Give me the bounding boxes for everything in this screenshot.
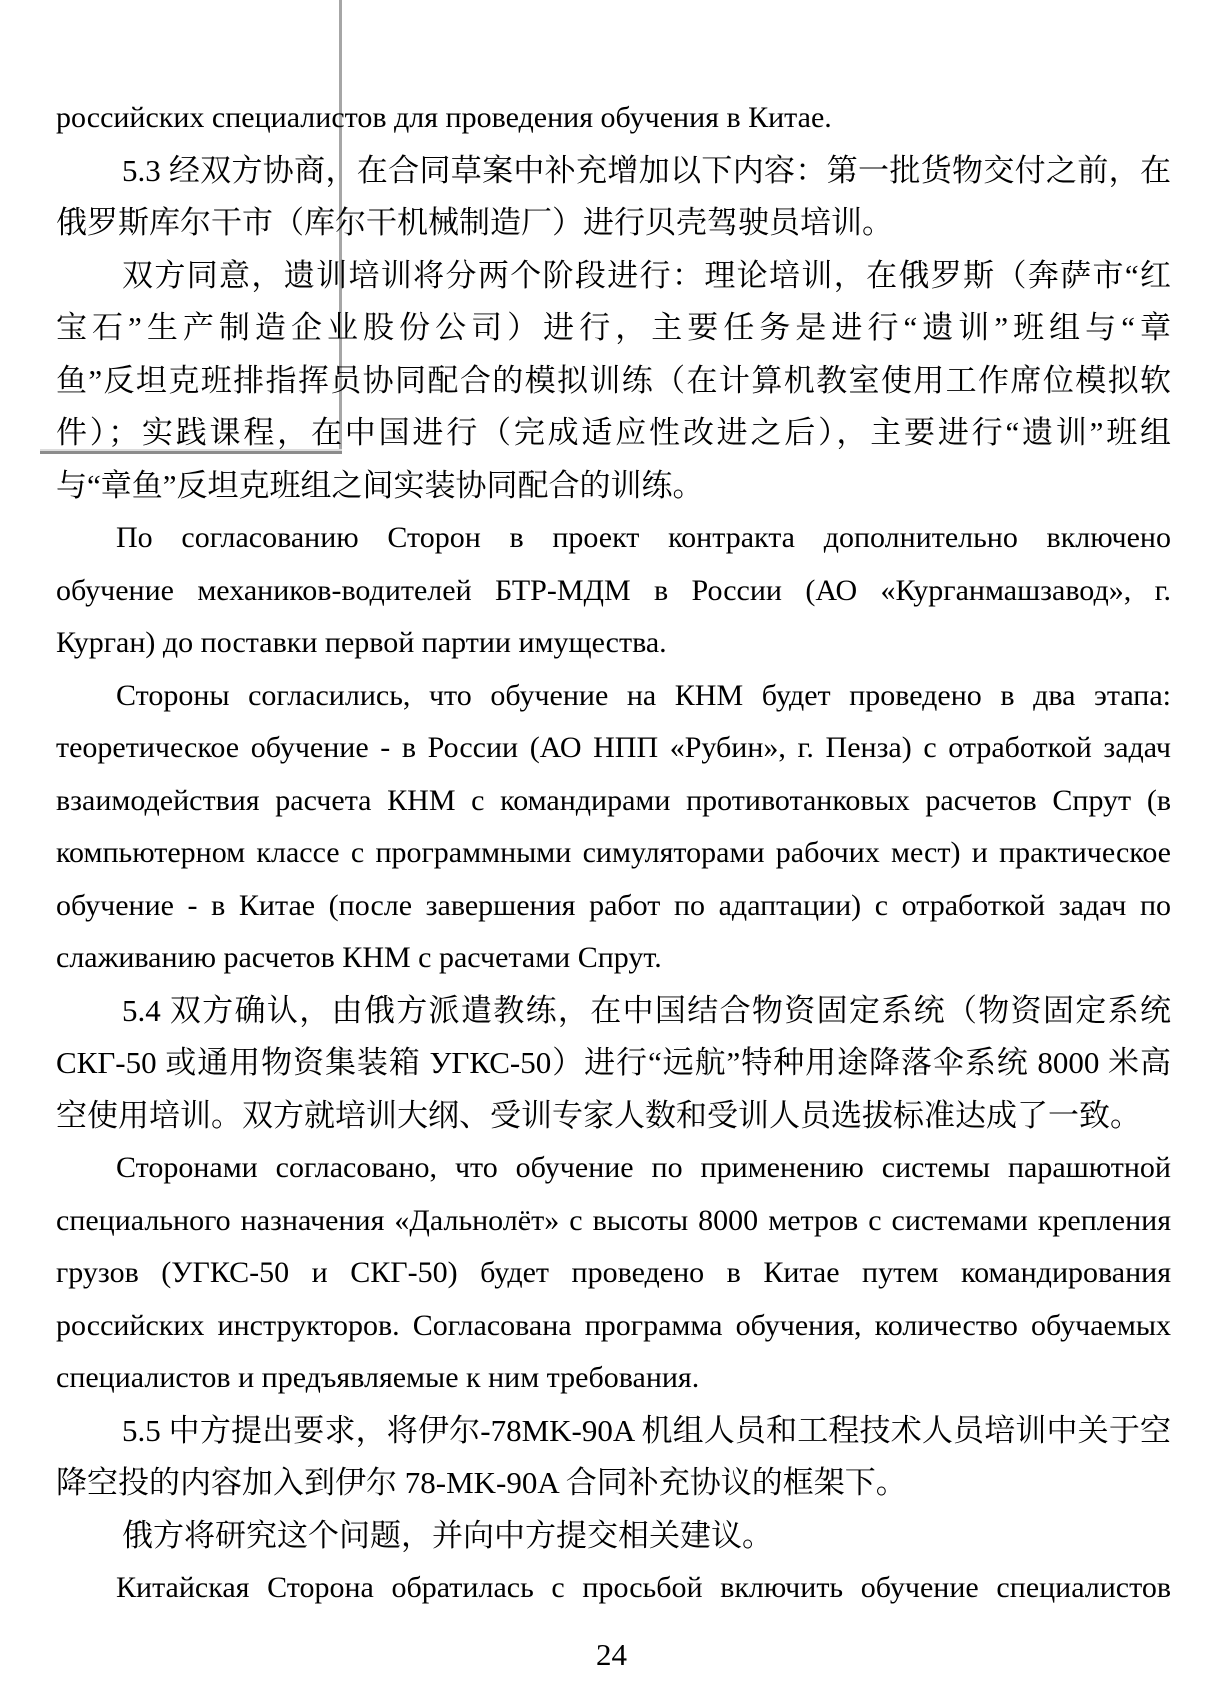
text-line: российских инструкторов. Согласована программа обучения, количество обучаемых bbox=[56, 1308, 1171, 1342]
text-line: Сторонами согласовано, что обучение по применению системы парашютной bbox=[116, 1151, 1171, 1184]
text-line: 鱼”反坦克班排指挥员协同配合的模拟训练（在计算机教室使用工作席位模拟软 bbox=[56, 362, 1171, 398]
text-line: 5.3 经双方协商，在合同草案中补充增加以下内容：第一批货物交付之前，在 bbox=[122, 152, 1171, 188]
text-line: Китайская Сторона обратилась с просьбой включить обучение специалистов bbox=[116, 1571, 1171, 1604]
text-line: специального назначения «Дальнолёт» с высоты 8000 метров с системами крепления bbox=[56, 1203, 1171, 1237]
text-line: 件）；实践课程，在中国进行（完成适应性改进之后），主要进行“遗训”班组 bbox=[56, 415, 1171, 450]
text-line: 空使用培训。双方就培训大纲、受训专家人数和受训人员选拔标准达成了一致。 bbox=[56, 1097, 1141, 1133]
text-line: слаживанию расчетов КНМ с расчетами Спрут. bbox=[56, 941, 662, 974]
text-line: специалистов и предъявляемые к ним требования. bbox=[56, 1361, 700, 1394]
text-line: Стороны согласились, что обучение на КНМ будет проведено в два этапа: bbox=[116, 678, 1171, 712]
text-line: 与“章鱼”反坦克班组之间实装协同配合的训练。 bbox=[56, 467, 704, 503]
text-line: 5.5 中方提出要求，将伊尔-78MK-90A 机组人员和工程技术人员培训中关于空 bbox=[122, 1412, 1171, 1448]
text-line: обучение механиков-водителей БТР-МДМ в России (АО «Курганмашзавод», г. bbox=[56, 573, 1171, 607]
text-line: 宝石”生产制造企业股份公司）进行，主要任务是进行“遗训”班组与“章 bbox=[56, 310, 1171, 345]
text-line: компьютерном классе с программными симуляторами рабочих мест) и практическое bbox=[56, 836, 1171, 869]
text-line: 俄方将研究这个问题，并向中方提交相关建议。 bbox=[122, 1517, 773, 1553]
text-line: обучение - в Китае (после завершения работ по адаптации) с отработкой задач по bbox=[56, 888, 1171, 922]
page-number: 24 bbox=[596, 1637, 627, 1672]
text-line: теоретическое обучение - в России (АО НПП «Рубин», г. Пенза) с отработкой задач bbox=[56, 731, 1171, 764]
text-line: СКГ-50 或通用物资集装箱 УГКС-50）进行“远航”特种用途降落伞系统 8000 米高 bbox=[56, 1045, 1171, 1080]
text-line: Курган) до поставки первой партии имущества. bbox=[56, 626, 667, 659]
document-body bbox=[56, 92, 1171, 1615]
text-line: грузов (УГКС-50 и СКГ-50) будет проведено в Китае путем командирования bbox=[56, 1256, 1171, 1289]
text-line: По согласованию Сторон в проект контракта дополнительно включено bbox=[116, 521, 1171, 554]
text-line: 5.4 双方确认，由俄方派遣教练，在中国结合物资固定系统（物资固定系统 bbox=[122, 992, 1171, 1028]
text-line: 降空投的内容加入到伊尔 78-MK-90A 合同补充协议的框架下。 bbox=[56, 1465, 907, 1500]
text-line: 双方同意，遗训培训将分两个阶段进行：理论培训，在俄罗斯（奔萨市“红 bbox=[122, 257, 1171, 293]
text-line: 俄罗斯库尔干市（库尔干机械制造厂）进行贝壳驾驶员培训。 bbox=[56, 205, 893, 240]
text-line: российских специалистов для проведения обучения в Китае. bbox=[56, 101, 832, 134]
text-line: взаимодействия расчета КНМ с командирами противотанковых расчетов Спрут (в bbox=[56, 783, 1171, 817]
